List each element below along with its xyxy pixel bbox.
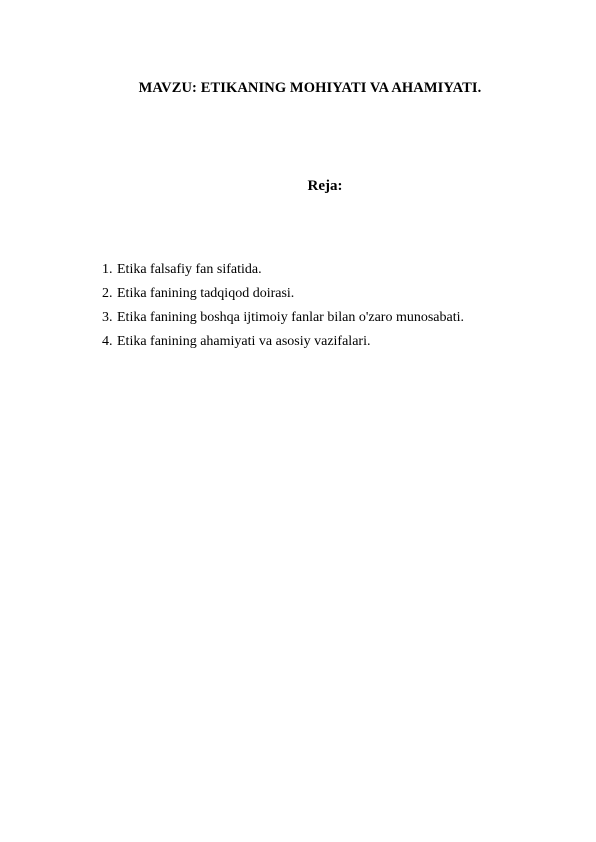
plan-item-text: Etika fanining ahamiyati va asosiy vazifalari. [117, 334, 371, 349]
plan-list [102, 258, 464, 354]
plan-item-text: Etika fanining tadqiqod doirasi. [117, 286, 295, 301]
plan-item [102, 306, 464, 330]
plan-item [102, 330, 464, 354]
plan-item-text: Etika falsafiy fan sifatida. [117, 262, 262, 277]
plan-item-number: 4. [102, 334, 113, 349]
plan-heading: Reja: [307, 178, 343, 194]
document-title: MAVZU: ETIKANING MOHIYATI VA AHAMIYATI. [138, 80, 482, 96]
plan-item-number: 2. [102, 286, 113, 301]
plan-item [102, 282, 464, 306]
plan-item-number: 1. [102, 262, 113, 277]
plan-item-number: 3. [102, 310, 113, 325]
plan-item-text: Etika fanining boshqa ijtimoiy fanlar bilan o'zaro munosabati. [117, 310, 464, 325]
plan-item [102, 258, 464, 282]
